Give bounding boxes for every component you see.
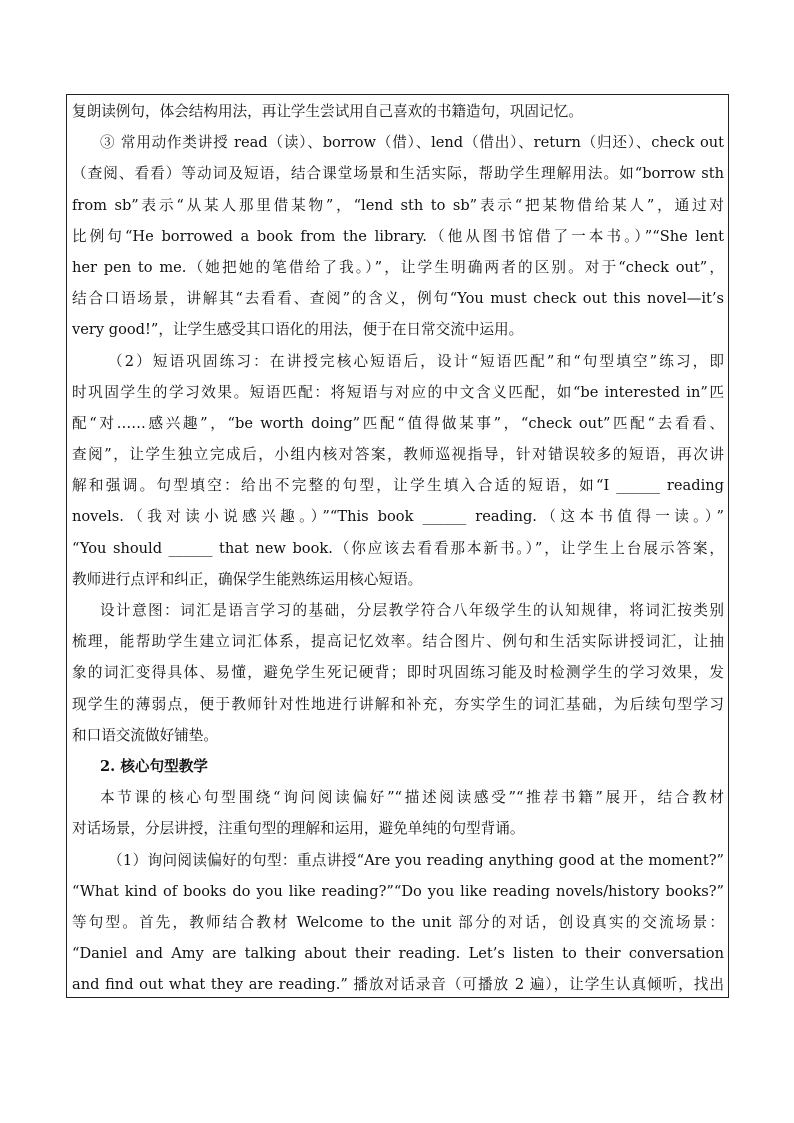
text-line: 解和强调。句型填空：给出不完整的句型，让学生填入合适的短语，如“I ______ reading <box>72 477 724 495</box>
text-line: “What kind of books do you like reading?”“Do you like reading novels/history books?” <box>72 882 724 900</box>
text-line: （1）询问阅读偏好的句型：重点讲授“Are you reading anything good at the moment?” <box>108 851 724 869</box>
text-line: 象的词汇变得具体、易懂，避免学生死记硬背；即时巩固练习能及时检测学生的学习效果，发 <box>72 664 724 682</box>
text-line: 对话场景，分层讲授，注重句型的理解和运用，避免单纯的句型背诵。 <box>72 820 525 838</box>
text-line: 教师进行点评和纠正，确保学生能熟练运用核心短语。 <box>72 570 423 588</box>
text-line: 配“对……感兴趣”，“be worth doing”匹配“值得做某事”，“check out”匹配“去看看、 <box>72 414 724 432</box>
text-line: 本节课的核心句型围绕“询问阅读偏好”“描述阅读感受”“推荐书籍”展开，结合教材 <box>100 789 724 807</box>
text-line: （2）短语巩固练习：在讲授完核心短语后，设计“短语匹配”和“句型填空”练习，即 <box>108 352 724 370</box>
text-line: novels.（我对读小说感兴趣。）”“This book ______ reading.（这本书值得一读。）” <box>72 508 724 526</box>
text-line: “Daniel and Amy are talking about their reading. Let’s listen to their conversation <box>72 945 724 963</box>
text-line: from sb”表示“从某人那里借某物”，“lend sth to sb”表示“把某物借给某人”，通过对 <box>72 196 724 214</box>
text-line: 设计意图：词汇是语言学习的基础，分层教学符合八年级学生的认知规律，将词汇按类别 <box>100 602 724 619</box>
text-line: 现学生的薄弱点，便于教师针对性地进行讲解和补充，夯实学生的词汇基础，为后续句型学习 <box>72 695 724 713</box>
text-line: 比例句“He borrowed a book from the library.（他从图书馆借了一本书。）”“She lent <box>72 227 724 245</box>
text-line: 时巩固学生的学习效果。短语匹配：将短语与对应的中文含义匹配，如“be interested in”匹 <box>72 383 724 401</box>
text-line: 和口语交流做好铺垫。 <box>72 726 218 744</box>
text-line: 2. 核心句型教学 <box>100 757 208 775</box>
text-line: 结合口语场景，讲解其“去看看、查阅”的含义，例句“You must check out this novel—it’s <box>72 290 724 308</box>
text-line: ③ 常用动作类讲授 read（读）、borrow（借）、lend（借出）、return（归还）、check out <box>100 134 724 152</box>
text-line: “You should ______ that new book.（你应该去看看那本新书。）”，让学生上台展示答案， <box>72 539 724 557</box>
text-line: and find out what they are reading.” 播放对话录音（可播放 2 遍），让学生认真倾听，找出 <box>72 976 724 994</box>
text-line: 复朗读例句，体会结构用法，再让学生尝试用自己喜欢的书籍造句，巩固记忆。 <box>72 103 583 120</box>
text-line: 梳理，能帮助学生建立词汇体系，提高记忆效率。结合图片、例句和生活实际讲授词汇，让抽 <box>72 633 724 651</box>
text-line: her pen to me.（她把她的笔借给了我。）”，让学生明确两者的区别。对于“check out”， <box>72 258 724 276</box>
text-line: 查阅”，让学生独立完成后，小组内核对答案，教师巡视指导，针对错误较多的短语，再次讲 <box>72 446 724 464</box>
text-line: （查阅、看看）等动词及短语，结合课堂场景和生活实际，帮助学生理解用法。如“borrow sth <box>72 165 724 183</box>
text-line: very good!”，让学生感受其口语化的用法，便于在日常交流中运用。 <box>72 321 524 339</box>
document-body <box>72 96 724 1000</box>
text-line: 等句型。首先，教师结合教材 Welcome to the unit 部分的对话，创设真实的交流场景： <box>72 913 724 931</box>
